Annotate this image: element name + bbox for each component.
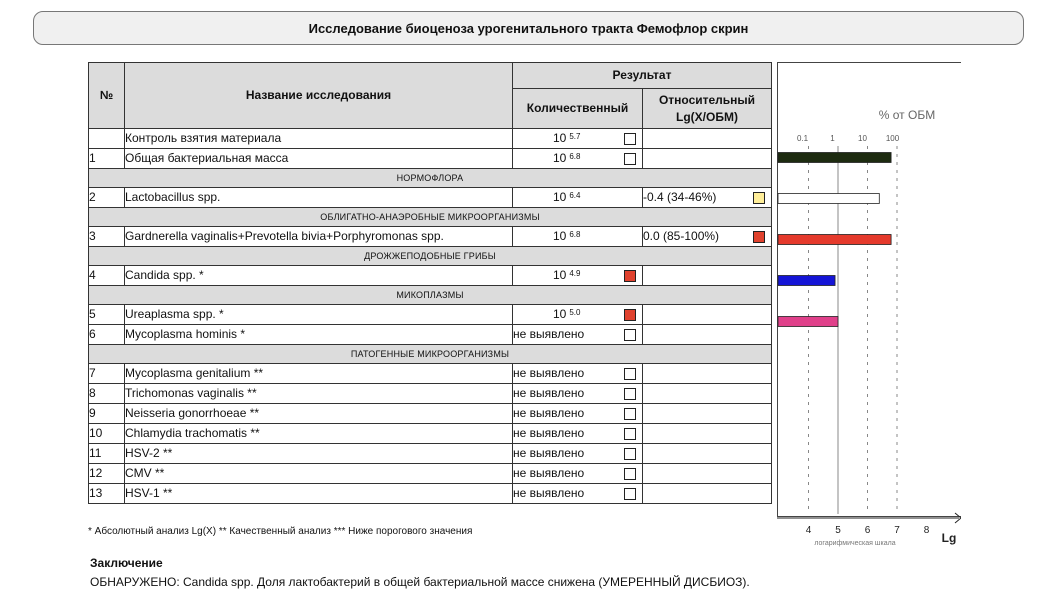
relative-result	[643, 188, 772, 208]
section-label: ДРОЖЖЕПОДОБНЫЕ ГРИБЫ	[89, 247, 772, 266]
result-flag-box	[624, 488, 636, 500]
section-label: НОРМОФЛОРА	[89, 169, 772, 188]
chart-bar	[778, 317, 838, 327]
result-flag-box	[624, 468, 636, 480]
table-row	[89, 188, 772, 208]
row-number: 13	[89, 484, 125, 504]
result-flag-box	[624, 368, 636, 380]
header-num: №	[89, 63, 125, 129]
bottom-tick-label: 6	[864, 525, 871, 536]
relative-result	[643, 444, 772, 464]
chart-title: % от ОБМ	[878, 108, 936, 122]
relative-result	[643, 464, 772, 484]
relative-value: -0.4 (34-46%)	[643, 190, 717, 204]
chart-bar	[778, 153, 891, 163]
chart-bar	[778, 276, 835, 286]
section-row	[89, 208, 772, 227]
row-number: 12	[89, 464, 125, 484]
section-label: ПАТОГЕННЫЕ МИКРООРГАНИЗМЫ	[89, 345, 772, 364]
result-text: не выявлено	[513, 426, 585, 440]
section-label: ОБЛИГАТНО-АНАЭРОБНЫЕ МИКРООРГАНИЗМЫ	[89, 208, 772, 227]
quantitative-result	[513, 266, 643, 286]
relative-result	[643, 325, 772, 345]
quantitative-result	[513, 484, 643, 504]
result-text: не выявлено	[513, 327, 585, 341]
test-name: Ureaplasma spp. *	[125, 305, 513, 325]
relative-result	[643, 424, 772, 444]
row-number: 3	[89, 227, 125, 247]
row-number: 4	[89, 266, 125, 286]
top-tick-label: 0.1	[796, 134, 809, 143]
result-exponent: 5.0	[569, 308, 581, 317]
header-name: Название исследования	[125, 63, 513, 129]
header-relative: Относительный Lg(X/ОБМ)	[643, 89, 772, 129]
section-row	[89, 169, 772, 188]
test-name: Контроль взятия материала	[125, 129, 513, 149]
result-flag-box	[624, 388, 636, 400]
table-row	[89, 364, 772, 384]
top-tick-label: 100	[885, 134, 900, 143]
test-name: Trichomonas vaginalis **	[125, 384, 513, 404]
test-name: Gardnerella vaginalis+Prevotella bivia+Porphyromonas spp.	[125, 227, 513, 247]
x-axis-label: логарифмическая шкала	[814, 540, 896, 547]
quantitative-result	[513, 129, 643, 149]
table-row	[89, 384, 772, 404]
table-row	[89, 266, 772, 286]
result-text: не выявлено	[513, 386, 585, 400]
row-number: 1	[89, 149, 125, 169]
bottom-tick-label: 4	[805, 525, 812, 536]
quantitative-result	[513, 424, 643, 444]
result-exponent: 6.4	[569, 191, 581, 200]
quantitative-result	[513, 305, 643, 325]
row-number: 7	[89, 364, 125, 384]
results-table	[88, 62, 772, 504]
chart-bar	[778, 194, 879, 204]
footnote: * Абсолютный анализ Lg(X) ** Качественный анализ *** Ниже порогового значения	[88, 526, 473, 537]
test-name: Общая бактериальная масса	[125, 149, 513, 169]
result-base: 10	[553, 268, 567, 282]
relative-flag-box	[753, 192, 765, 204]
table-row	[89, 305, 772, 325]
test-name: Neisseria gonorrhoeae **	[125, 404, 513, 424]
result-flag-box	[624, 428, 636, 440]
result-text: не выявлено	[513, 466, 585, 480]
chart-bar	[778, 235, 891, 245]
relative-result	[643, 149, 772, 169]
relative-flag-box	[753, 231, 765, 243]
relative-value: 0.0 (85-100%)	[643, 229, 720, 243]
relative-result	[643, 404, 772, 424]
conclusion-title: Заключение	[90, 556, 163, 570]
test-name: Chlamydia trachomatis **	[125, 424, 513, 444]
test-name: Mycoplasma hominis *	[125, 325, 513, 345]
table-row	[89, 149, 772, 169]
relative-result	[643, 227, 772, 247]
chart-frame	[778, 63, 962, 517]
result-exponent: 4.9	[569, 269, 581, 278]
quantitative-result	[513, 227, 643, 247]
quantitative-result	[513, 384, 643, 404]
bottom-tick-label: 8	[923, 525, 930, 536]
result-flag-box	[624, 270, 636, 282]
result-text: не выявлено	[513, 406, 585, 420]
quantitative-result	[513, 325, 643, 345]
test-name: Candida spp. *	[125, 266, 513, 286]
table-row	[89, 227, 772, 247]
result-base: 10	[553, 131, 567, 145]
test-name: Lactobacillus spp.	[125, 188, 513, 208]
table-row	[89, 325, 772, 345]
top-tick-label: 1	[830, 134, 835, 143]
header-result: Результат	[513, 63, 772, 89]
result-text: не выявлено	[513, 366, 585, 380]
result-base: 10	[553, 229, 567, 243]
result-flag-box	[624, 448, 636, 460]
quantitative-result	[513, 444, 643, 464]
result-flag-box	[624, 309, 636, 321]
section-row	[89, 286, 772, 305]
relative-result	[643, 305, 772, 325]
quantitative-result	[513, 364, 643, 384]
row-number: 5	[89, 305, 125, 325]
result-flag-box	[624, 133, 636, 145]
section-label: МИКОПЛАЗМЫ	[89, 286, 772, 305]
test-name: Mycoplasma genitalium **	[125, 364, 513, 384]
relative-result	[643, 266, 772, 286]
result-flag-box	[624, 329, 636, 341]
row-number: 6	[89, 325, 125, 345]
result-base: 10	[553, 190, 567, 204]
result-flag-box	[624, 408, 636, 420]
relative-result	[643, 484, 772, 504]
axis-unit-label: Lg	[941, 531, 957, 545]
table-row	[89, 444, 772, 464]
top-tick-label: 10	[858, 134, 867, 143]
row-number	[89, 129, 125, 149]
result-exponent: 6.8	[569, 152, 581, 161]
quantitative-result	[513, 188, 643, 208]
table-row	[89, 424, 772, 444]
row-number: 9	[89, 404, 125, 424]
table-row	[89, 129, 772, 149]
row-number: 8	[89, 384, 125, 404]
result-exponent: 6.8	[569, 230, 581, 239]
row-number: 11	[89, 444, 125, 464]
test-name: CMV **	[125, 464, 513, 484]
quantitative-result	[513, 404, 643, 424]
result-flag-box	[624, 153, 636, 165]
bottom-tick-label: 7	[894, 525, 900, 536]
result-exponent: 5.7	[569, 132, 581, 141]
row-number: 2	[89, 188, 125, 208]
relative-result	[643, 129, 772, 149]
quantitative-result	[513, 464, 643, 484]
quantitative-result	[513, 149, 643, 169]
table-row	[89, 404, 772, 424]
relative-result	[643, 364, 772, 384]
bottom-tick-label: 5	[835, 525, 841, 536]
result-base: 10	[553, 307, 567, 321]
section-row	[89, 247, 772, 266]
result-text: не выявлено	[513, 486, 585, 500]
log-scale-chart	[777, 62, 961, 582]
header-quantitative: Количественный	[513, 89, 643, 129]
table-row	[89, 484, 772, 504]
row-number: 10	[89, 424, 125, 444]
test-name: HSV-1 **	[125, 484, 513, 504]
conclusion-text: ОБНАРУЖЕНО: Candida spp. Доля лактобактерий в общей бактериальной массе снижена (УМЕРЕННЫЙ ДИСБИОЗ).	[90, 575, 750, 589]
table-row	[89, 464, 772, 484]
test-name: HSV-2 **	[125, 444, 513, 464]
result-base: 10	[553, 151, 567, 165]
report-title: Исследование биоценоза урогенитального тракта Фемофлор скрин	[33, 11, 1024, 45]
result-text: не выявлено	[513, 446, 585, 460]
relative-result	[643, 384, 772, 404]
section-row	[89, 345, 772, 364]
